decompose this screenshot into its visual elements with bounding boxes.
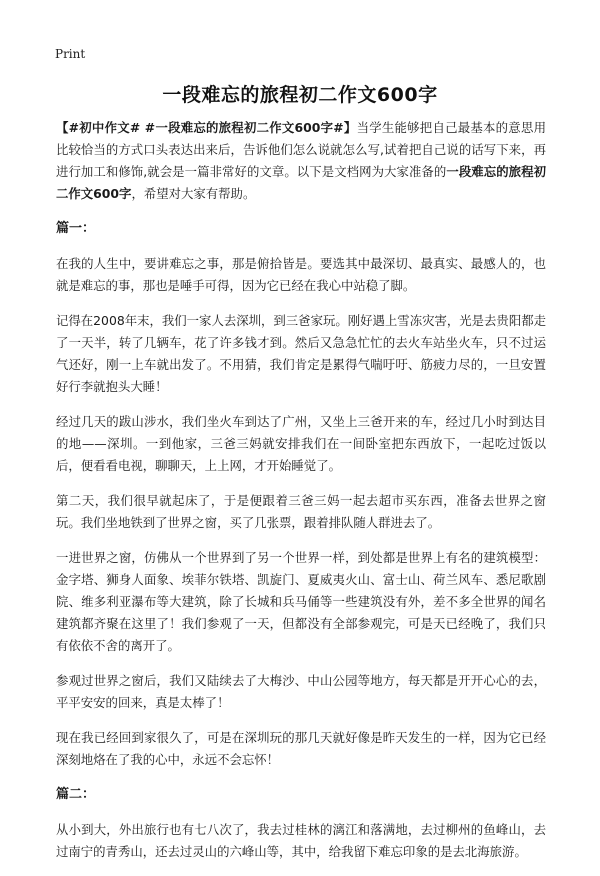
section-paragraph: 记得在2008年末，我们一家人去深圳，到三爸家玩。刚好遇上雪冻灾害，光是去贵阳都走了一天半，转了几辆车，花了许多钱才到。然后又急急忙忙的去火车站坐火车，只不过运气还好，刚一上车就出发了。不用猜，我们肯定是累得气喘吁吁、筋疲力尽的，一旦安置好行李就抱头大睡！ — [56, 313, 546, 394]
section-paragraph: 在我的人生中，要讲难忘之事，那是俯拾皆是。要选其中最深切、最真实、最感人的，也就是难忘的事，那也是唾手可得，因为它已经在我心中站稳了脚。 — [56, 256, 546, 293]
document-body — [56, 117, 546, 876]
section-heading: 篇一： — [56, 221, 96, 236]
document-title: 一段难忘的旅程初二作文600字 — [162, 84, 438, 106]
section-paragraph: 从小到大，外出旅行也有七八次了，我去过桂林的漓江和落满地，去过柳州的鱼峰山，去过南宁的青秀山，还去过灵山的六峰山等，其中，给我留下难忘印象的是去北海旅游。 — [56, 822, 546, 859]
intro-tags: 【#初中作文# #一段难忘的旅程初二作文600字#】 — [56, 120, 357, 135]
intro-bold-title: 一段难忘的旅程初二作文600字 — [56, 164, 546, 201]
section-paragraph: 第二天，我们很早就起床了，于是便跟着三爸三妈一起去超市买东西，准备去世界之窗玩。我们坐地铁到了世界之窗，买了几张票，跟着排队随人群进去了。 — [56, 493, 546, 530]
intro-text: 当学生能够把自己最基本的意思用比较恰当的方式口头表达出来后，告诉他们怎么说就怎么写,试着把自己说的话写下来，再进行加工和修饰,就会是一篇非常好的文章。以下是文档网为大家准备的 — [56, 120, 546, 179]
section-paragraph: 参观过世界之窗后，我们又陆续去了大梅沙、中山公园等地方，每天都是开开心心的去，平平安安的回来，真是太棒了！ — [56, 673, 546, 710]
section-heading: 篇二： — [56, 787, 96, 802]
section-paragraph: 一进世界之窗，仿佛从一个世界到了另一个世界一样，到处都是世界上有名的建筑模型：金字塔、狮身人面象、埃菲尔铁塔、凯旋门、夏威夷火山、富士山、荷兰风车、悉尼歌剧院、维多利亚瀑布等大建筑，除了长城和兵马俑等一些建筑没有外，差不多全世界的闻名建筑都齐聚在这里了！我们参观了一天，但都没有全部参观完，可是天已经晚了，我们只有依依不舍的离开了。 — [56, 550, 546, 653]
section-paragraph: 经过几天的跋山涉水，我们坐火车到达了广州，又坐上三爸开来的车，经过几小时到达目的地——深圳。一到他家，三爸三妈就安排我们在一间卧室把东西放下，一起吃过饭以后，便看看电视，聊聊天，上上网，才开始睡觉了。 — [56, 414, 546, 473]
intro-closing: ，希望对大家有帮助。 — [131, 186, 256, 201]
intro-paragraph — [56, 117, 546, 205]
print-link[interactable]: Print — [55, 47, 86, 61]
section-paragraph: 现在我已经回到家很久了，可是在深圳玩的那几天就好像是昨天发生的一样，因为它已经深刻地烙在了我的心中，永远不会忘怀！ — [56, 730, 546, 767]
